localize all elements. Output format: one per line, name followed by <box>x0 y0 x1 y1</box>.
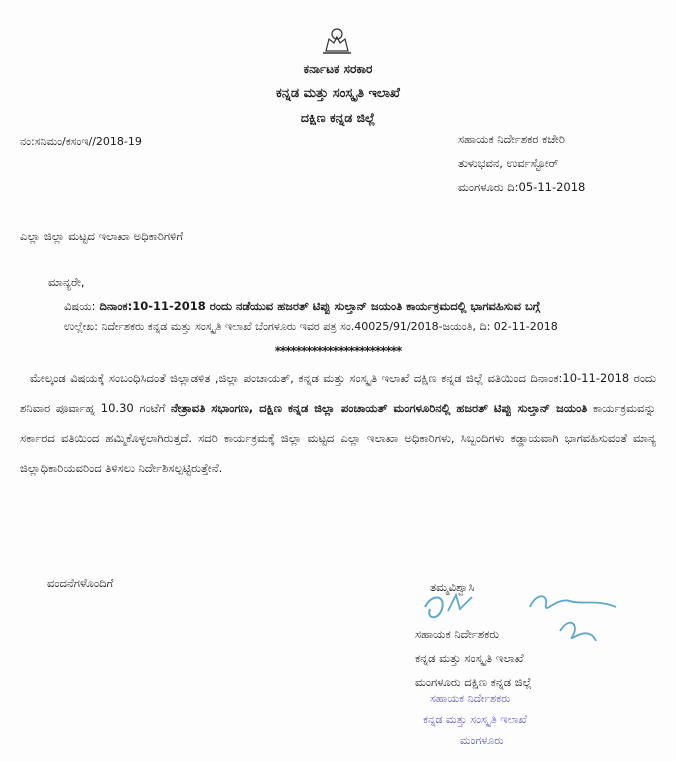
body-paragraph <box>20 363 656 483</box>
yours-faithfully: ತಮ್ಮವಿಶ್ವಾಸಿ <box>430 580 475 594</box>
header-department: ಕನ್ನಡ ಮತ್ತು ಸಂಸ್ಕೃತಿ ಇಲಾಖೆ <box>276 86 400 101</box>
header-district: ದಕ್ಷಿಣ ಕನ್ನಡ ಜಿಲ್ಲೆ <box>300 110 376 125</box>
subject-text: ದಿನಾಂಕ:10-11-2018 ರಂದು ನಡೆಯುವ ಹಜರತ್ ಟಿಪ್ಪು ಸುಲ್ತಾನ್ ಜಯಂತಿ ಕಾರ್ಯಕ್ರಮದಲ್ಲಿ ಭಾಗವಹಿಸುವ ಬಗ್ಗೆ <box>95 299 541 313</box>
stamp-location: ಮಂಗಳೂರು <box>460 734 504 747</box>
handwritten-signature <box>420 585 630 655</box>
header-government: ಕರ್ನಾಟಕ ಸರಕಾರ <box>303 62 373 76</box>
reference-number: ನಂ:ಸನಿಮಂ/ಕಸಂಇ//2018-19 <box>20 135 142 148</box>
salutation: ಮಾನ್ಯರೇ, <box>48 275 85 289</box>
state-emblem-icon <box>320 27 354 55</box>
signatory-location: ಮಂಗಳೂರು ದಕ್ಷಿಣ ಕನ್ನಡ ಜಿಲ್ಲೆ <box>415 675 532 689</box>
reference-line: ಉಲ್ಲೇಖ: ನಿರ್ದೇಶಕರು ಕನ್ನಡ ಮತ್ತು ಸಂಸ್ಕೃತಿ ಇಲಾಖೆ ಬೆಂಗಳೂರು ಇವರ ಪತ್ರ ಸಂ.40025/91/2018-ಜಯಂತಿ, ದಿ: 02-11-2018 <box>64 320 558 333</box>
closing: ವಂದನೆಗಳೊಂದಿಗೆ <box>47 576 114 590</box>
body-part1: ಮೇಲ್ಕಂಡ ವಿಷಯಕ್ಕೆ ಸಂಬಂಧಿಸಿದಂತೆ ಜಿಲ್ಲಾಡಳಿತ ,ಜಿಲ್ಲಾ ಪಂಚಾಯತ್, ಕನ್ನಡ ಮತ್ತು ಸಂಸ್ಕೃತಿ ಇಲಾಖೆ ದಕ್ಷಿಣ ಕನ್ನಡ ಜಿಲ್ಲೆ ವತಿಯಿಂದ ದಿನಾಂಕ:10-11-2018 ರಂದು ಶನಿವಾರ ಪೂರ್ವಾಹ್ನ 10.30 ಗಂಟೆಗೆ <box>20 371 656 415</box>
stamp-department: ಕನ್ನಡ ಮತ್ತು ಸಂಸ್ಕೃತಿ ಇಲಾಖೆ <box>423 713 527 726</box>
separator: ************************ <box>274 344 402 358</box>
body-part2: ಕಾರ್ಯಕ್ರಮವನ್ನು ಸರ್ಕಾರದ ವತಿಯಿಂದ ಹಮ್ಮಿಕೊಳ್ಳಲಾಗಿರುತ್ತದೆ. ಸದರಿ ಕಾರ್ಯಕ್ರಮಕ್ಕೆ ಜಿಲ್ಲಾ ಮಟ್ಟದ ಎಲ್ಲಾ ಇಲಾಖಾ ಅಧಿಕಾರಿಗಳು, ಸಿಬ್ಬಂದಿಗಳು ಕಡ್ಡಾಯವಾಗಿ ಭಾಗವಹಿಸುವಂತೆ ಮಾನ್ಯ ಜಿಲ್ಲಾಧಿಕಾರಿಯವರಿಂದ ತಿಳಿಸಲು ನಿರ್ದೇಶಿಸಲ್ಪಟ್ಟಿರುತ್ತೇನೆ. <box>20 401 656 475</box>
signatory-department: ಕನ್ನಡ ಮತ್ತು ಸಂಸ್ಕೃತಿ ಇಲಾಖೆ <box>415 651 524 665</box>
office-date: ಮಂಗಳೂರು ದಿ:05-11-2018 <box>458 180 586 194</box>
signatory-title: ಸಹಾಯಕ ನಿರ್ದೇಶಕರು <box>415 627 500 641</box>
office-address: ತುಳುಭವನ, ಉರ್ವಸ್ಟೋರ್ <box>458 156 559 170</box>
body-venue: ನೇತ್ರಾವತಿ ಸಭಾಂಗಣ, ದಕ್ಷಿಣ ಕನ್ನಡ ಜಿಲ್ಲಾ ಪಂಚಾಯತ್ ಮಂಗಳೂರಿನಲ್ಲಿ ಹಜರತ್ ಟಿಪ್ಪು ಸುಲ್ತಾನ್ ಜಯಂತಿ <box>170 401 588 415</box>
subject-line <box>64 299 540 314</box>
office-name: ಸಹಾಯಕ ನಿರ್ದೇಶಕರ ಕಚೇರಿ <box>458 132 565 146</box>
subject-label: ವಿಷಯ: <box>64 299 96 313</box>
addressee: ಎಲ್ಲಾ ಜಿಲ್ಲಾ ಮಟ್ಟದ ಇಲಾಖಾ ಅಧಿಕಾರಿಗಳಿಗೆ <box>20 229 184 243</box>
stamp-title: ಸಹಾಯಕ ನಿರ್ದೇಶಕರು <box>430 692 511 705</box>
